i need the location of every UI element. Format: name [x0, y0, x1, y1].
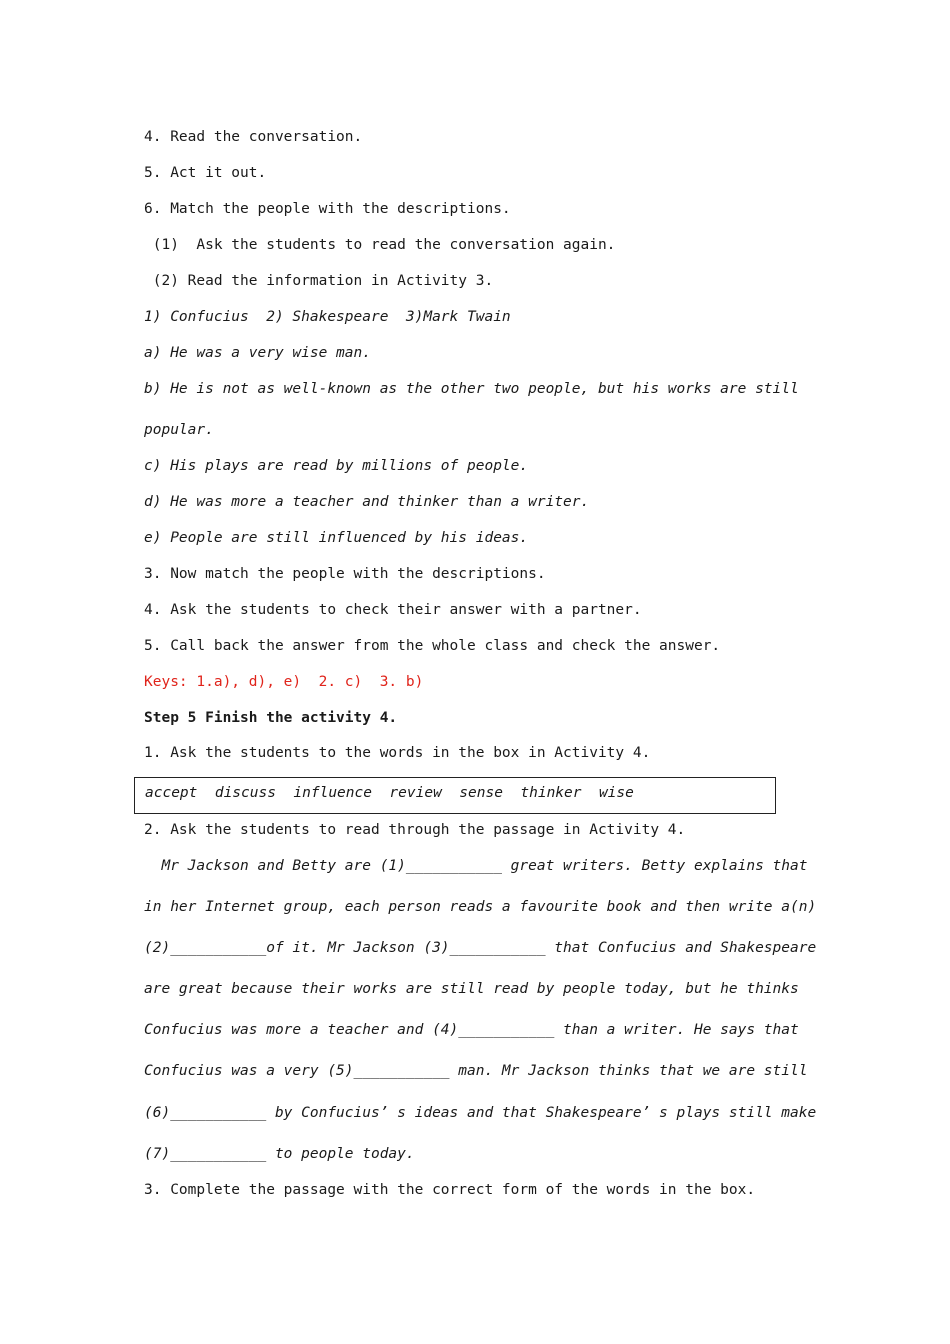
passage-line-1: Mr Jackson and Betty are (1)___________ great writers. Betty explains that [144, 858, 808, 874]
description-c: c) His plays are read by millions of people. [144, 458, 529, 474]
passage-line-3: (2)___________of it. Mr Jackson (3)___________ that Confucius and Shakespeare [144, 940, 817, 956]
passage-line-2: in her Internet group, each person reads a favourite book and then write a(n) [144, 899, 817, 915]
description-b: b) He is not as well-known as the other two people, but his works are still [144, 381, 799, 397]
passage-line-7: (6)___________ by Confucius’ s ideas and that Shakespeare’ s plays still make [144, 1105, 817, 1121]
passage-line-6: Confucius was a very (5)___________ man. Mr Jackson thinks that we are still [144, 1063, 808, 1079]
step-read-passage: 2. Ask the students to read through the passage in Activity 4. [144, 822, 686, 838]
step-now-match: 3. Now match the people with the descriptions. [144, 566, 546, 582]
step-complete-passage: 3. Complete the passage with the correct form of the words in the box. [144, 1182, 756, 1198]
description-d: d) He was more a teacher and thinker than a writer. [144, 494, 590, 510]
substep-read-info: (2) Read the information in Activity 3. [144, 273, 494, 289]
answer-keys: Keys: 1.a), d), e) 2. c) 3. b) [144, 674, 424, 690]
step-read-conversation: 4. Read the conversation. [144, 129, 363, 145]
step-call-back: 5. Call back the answer from the whole class and check the answer. [144, 638, 721, 654]
description-b-cont: popular. [144, 422, 214, 438]
description-e: e) People are still influenced by his ideas. [144, 530, 529, 546]
step-check-partner: 4. Ask the students to check their answer with a partner. [144, 602, 642, 618]
word-box-words: accept discuss influence review sense thinker wise [145, 785, 634, 801]
passage-line-5: Confucius was more a teacher and (4)___________ than a writer. He says that [144, 1022, 799, 1038]
step-5-heading: Step 5 Finish the activity 4. [144, 710, 398, 726]
people-list: 1) Confucius 2) Shakespeare 3)Mark Twain [144, 309, 511, 325]
substep-read-again: (1) Ask the students to read the conversation again. [144, 237, 616, 253]
passage-line-4: are great because their works are still read by people today, but he thinks [144, 981, 799, 997]
description-a: a) He was a very wise man. [144, 345, 371, 361]
step-act-out: 5. Act it out. [144, 165, 267, 181]
word-box [134, 777, 776, 814]
step-words-in-box: 1. Ask the students to the words in the box in Activity 4. [144, 745, 651, 761]
passage-line-8: (7)___________ to people today. [144, 1146, 415, 1162]
step-match-people: 6. Match the people with the descriptions. [144, 201, 511, 217]
